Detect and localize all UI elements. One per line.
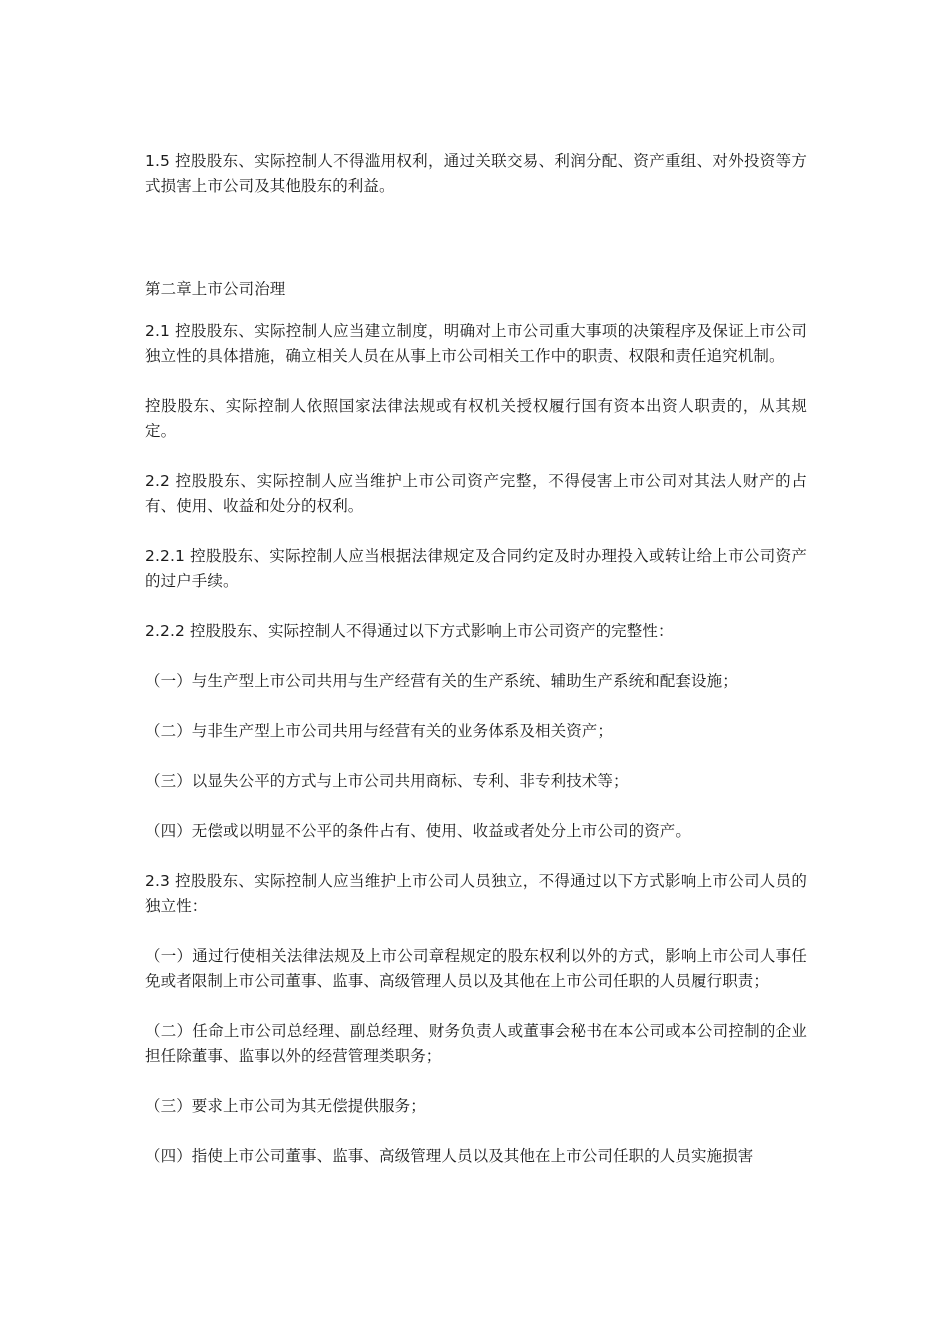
- paragraph-2-3: 2.3 控股股东、实际控制人应当维护上市公司人员独立，不得通过以下方式影响上市公司人员的独立性：: [145, 872, 807, 915]
- list-item-2-2-2-3: （三）以显失公平的方式与上市公司共用商标、专利、非专利技术等；: [145, 772, 629, 790]
- list-item-2-2-2-2: （二）与非生产型上市公司共用与经营有关的业务体系及相关资产；: [145, 722, 614, 740]
- list-item-2-3-3: （三）要求上市公司为其无偿提供服务；: [145, 1097, 426, 1115]
- chapter-2-heading: 第二章上市公司治理: [145, 280, 286, 298]
- paragraph-2-2-2: 2.2.2 控股股东、实际控制人不得通过以下方式影响上市公司资产的完整性：: [145, 622, 674, 640]
- list-item-2-2-2-1: （一）与生产型上市公司共用与生产经营有关的生产系统、辅助生产系统和配套设施；: [145, 672, 738, 690]
- paragraph-2-2: 2.2 控股股东、实际控制人应当维护上市公司资产完整，不得侵害上市公司对其法人财产的占有、使用、收益和处分的权利。: [145, 472, 807, 515]
- paragraph-2-2-1: 2.2.1 控股股东、实际控制人应当根据法律规定及合同约定及时办理投入或转让给上市公司资产的过户手续。: [145, 547, 807, 590]
- list-item-2-3-1: （一）通过行使相关法律法规及上市公司章程规定的股东权利以外的方式，影响上市公司人事任免或者限制上市公司董事、监事、高级管理人员以及其他在上市公司任职的人员履行职责；: [145, 947, 807, 990]
- list-item-2-2-2-4: （四）无偿或以明显不公平的条件占有、使用、收益或者处分上市公司的资产。: [145, 822, 692, 840]
- paragraph-2-1: 2.1 控股股东、实际控制人应当建立制度，明确对上市公司重大事项的决策程序及保证上市公司独立性的具体措施，确立相关人员在从事上市公司相关工作中的职责、权限和责任追究机制。: [145, 322, 807, 365]
- list-item-2-3-2: （二）任命上市公司总经理、副总经理、财务负责人或董事会秘书在本公司或本公司控制的企业担任除董事、监事以外的经营管理类职务；: [145, 1022, 807, 1065]
- list-item-2-3-4: （四）指使上市公司董事、监事、高级管理人员以及其他在上市公司任职的人员实施损害: [145, 1147, 754, 1165]
- document-page: [145, 149, 807, 1169]
- paragraph-2-1-note: 控股股东、实际控制人依照国家法律法规或有权机关授权履行国有资本出资人职责的，从其规定。: [145, 397, 807, 440]
- paragraph-1-5: 1.5 控股股东、实际控制人不得滥用权利，通过关联交易、利润分配、资产重组、对外投资等方式损害上市公司及其他股东的利益。: [145, 152, 807, 195]
